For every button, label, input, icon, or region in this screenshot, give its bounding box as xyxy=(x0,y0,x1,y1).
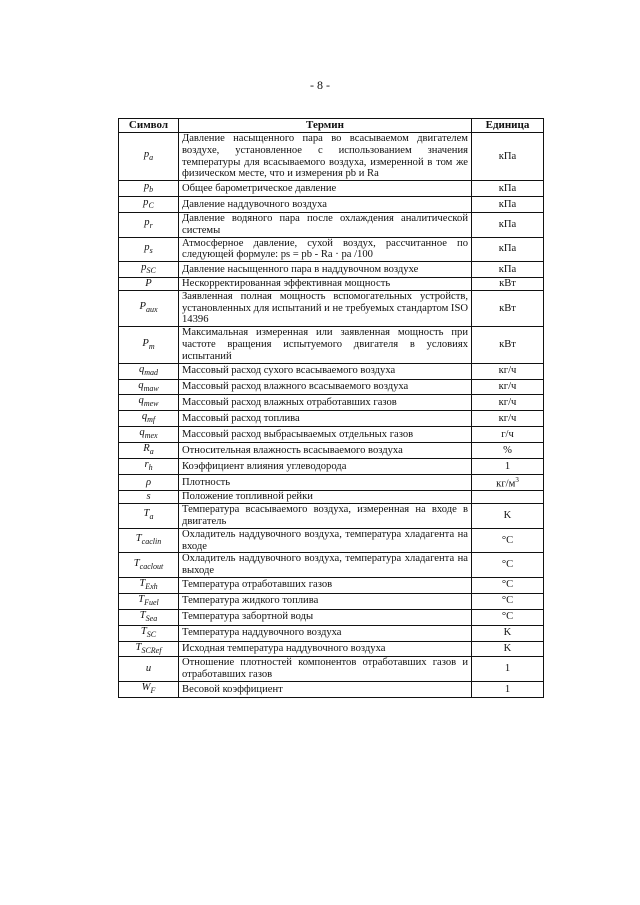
unit-text: кВт xyxy=(499,302,516,314)
unit-text: K xyxy=(503,510,512,522)
symbol-cell xyxy=(119,491,179,504)
symbol-subscript: s xyxy=(149,246,153,256)
term-cell: Отношение плотностей компонентов отработавших газов и отработавших газов xyxy=(179,657,472,682)
symbol-subscript: a xyxy=(149,512,154,522)
unit-cell xyxy=(472,237,544,262)
table-row xyxy=(119,327,544,363)
table-body xyxy=(119,133,544,698)
symbol-subscript: Exh xyxy=(145,582,158,592)
unit-text: кг/м xyxy=(496,478,516,490)
table-row xyxy=(119,379,544,395)
table-row xyxy=(119,459,544,475)
unit-cell xyxy=(472,504,544,529)
unit-text: кПа xyxy=(498,182,517,194)
symbol-letter: T xyxy=(140,625,147,637)
unit-cell xyxy=(472,427,544,443)
unit-text: кг/ч xyxy=(498,381,517,393)
term-cell: Давление насыщенного пара в наддувочном воздухе xyxy=(179,262,472,278)
symbol-subscript: mf xyxy=(147,415,156,425)
symbol-cell xyxy=(119,262,179,278)
symbol-letter: p xyxy=(144,217,150,229)
table-row xyxy=(119,491,544,504)
unit-text: г/ч xyxy=(501,428,514,440)
symbol-cell xyxy=(119,133,179,181)
unit-text: K xyxy=(503,643,512,655)
unit-cell xyxy=(472,278,544,291)
symbol-letter: s xyxy=(146,491,151,503)
table-row xyxy=(119,363,544,379)
unit-text: кВт xyxy=(499,278,516,290)
table-row xyxy=(119,609,544,625)
table-row xyxy=(119,682,544,698)
symbol-letter: p xyxy=(143,149,150,161)
unit-cell xyxy=(472,682,544,698)
term-cell: Нескорректированная эффективная мощность xyxy=(179,278,472,291)
header-unit: Единица xyxy=(472,119,544,133)
term-cell: Массовый расход влажных отработавших газов xyxy=(179,395,472,411)
table-row xyxy=(119,213,544,238)
term-cell: Общее барометрическое давление xyxy=(179,181,472,197)
symbol-subscript: a xyxy=(149,153,154,163)
symbol-letter: W xyxy=(141,682,151,694)
symbol-cell xyxy=(119,395,179,411)
symbol-cell xyxy=(119,379,179,395)
term-cell: Температура отработавших газов xyxy=(179,577,472,593)
unit-cell xyxy=(472,459,544,475)
unit-cell xyxy=(472,379,544,395)
unit-text: °C xyxy=(501,595,514,607)
table-row xyxy=(119,553,544,578)
symbol-cell xyxy=(119,475,179,491)
unit-cell xyxy=(472,213,544,238)
unit-text: кПа xyxy=(498,263,517,275)
symbol-subscript: Sea xyxy=(145,613,158,623)
symbol-letter: p xyxy=(143,181,150,193)
unit-text: кПа xyxy=(498,243,517,255)
table-row xyxy=(119,411,544,427)
symbols-table xyxy=(118,118,544,698)
table-row xyxy=(119,528,544,553)
term-cell: Температура жидкого топлива xyxy=(179,593,472,609)
unit-text: 1 xyxy=(504,683,511,695)
symbol-cell xyxy=(119,237,179,262)
unit-text: °C xyxy=(501,534,514,546)
symbol-cell xyxy=(119,609,179,625)
symbol-subscript: SCRef xyxy=(141,645,162,655)
symbol-subscript: C xyxy=(148,201,154,211)
term-cell: Максимальная измеренная или заявленная мощность при частоте вращения испытуемого двигателя в условиях испытаний xyxy=(179,327,472,363)
unit-text: кВт xyxy=(499,339,516,351)
symbol-letter: P xyxy=(145,278,152,290)
table-row xyxy=(119,504,544,529)
unit-cell xyxy=(472,491,544,504)
symbol-subscript: SC xyxy=(146,629,157,639)
unit-text: °C xyxy=(501,579,514,591)
symbol-cell xyxy=(119,363,179,379)
symbol-letter: T xyxy=(143,508,150,520)
symbol-letter: R xyxy=(143,443,150,455)
term-cell: Исходная температура наддувочного воздуха xyxy=(179,641,472,657)
unit-text: K xyxy=(503,627,512,639)
term-cell: Весовой коэффициент xyxy=(179,682,472,698)
term-cell: Массовый расход сухого всасываемого воздуха xyxy=(179,363,472,379)
symbol-cell xyxy=(119,411,179,427)
symbol-cell xyxy=(119,625,179,641)
table-row xyxy=(119,657,544,682)
page-number: - 8 - xyxy=(310,78,330,92)
symbol-letter: q xyxy=(138,363,145,375)
symbol-letter: ρ xyxy=(145,476,152,488)
term-cell: Заявленная полная мощность вспомогательных устройств, установленных для испытаний и не требуемых стандартом ISO 14396 xyxy=(179,290,472,326)
table-row xyxy=(119,197,544,213)
term-cell: Относительная влажность всасываемого воздуха xyxy=(179,443,472,459)
symbol-letter: u xyxy=(145,663,152,675)
term-cell: Охладитель наддувочного воздуха, температура хладагента на выходе xyxy=(179,553,472,578)
unit-text: 1 xyxy=(504,663,511,675)
unit-superscript: 3 xyxy=(515,476,519,485)
table-row xyxy=(119,641,544,657)
term-cell: Температура забортной воды xyxy=(179,609,472,625)
unit-cell xyxy=(472,290,544,326)
table-row xyxy=(119,395,544,411)
symbol-subscript: maw xyxy=(143,383,159,393)
symbol-cell xyxy=(119,290,179,326)
term-cell: Температура наддувочного воздуха xyxy=(179,625,472,641)
term-cell: Коэффициент влияния углеводорода xyxy=(179,459,472,475)
unit-cell xyxy=(472,593,544,609)
unit-cell xyxy=(472,553,544,578)
term-cell: Положение топливной рейки xyxy=(179,491,472,504)
symbol-letter: P xyxy=(139,301,146,313)
term-cell: Давление водяного пара после охлаждения аналитической системы xyxy=(179,213,472,238)
unit-cell xyxy=(472,133,544,181)
unit-cell xyxy=(472,411,544,427)
unit-cell xyxy=(472,657,544,682)
unit-cell xyxy=(472,262,544,278)
unit-text: кПа xyxy=(498,198,517,210)
table-row xyxy=(119,625,544,641)
symbol-subscript: F xyxy=(150,686,156,696)
header-symbol: Символ xyxy=(119,119,179,133)
symbol-subscript: mad xyxy=(144,367,159,377)
symbol-subscript: m xyxy=(148,341,155,351)
symbol-subscript: caclin xyxy=(141,537,162,547)
term-cell: Массовый расход влажного всасываемого воздуха xyxy=(179,379,472,395)
symbol-cell xyxy=(119,181,179,197)
unit-cell xyxy=(472,443,544,459)
symbol-subscript: r xyxy=(149,221,153,231)
table-row xyxy=(119,262,544,278)
table-row xyxy=(119,278,544,291)
unit-cell xyxy=(472,641,544,657)
symbol-letter: T xyxy=(139,609,146,621)
table-row xyxy=(119,133,544,181)
symbol-letter: p xyxy=(143,197,149,209)
symbol-cell xyxy=(119,528,179,553)
table-row xyxy=(119,427,544,443)
symbol-letter: p xyxy=(144,241,150,253)
symbol-letter: q xyxy=(141,411,148,423)
unit-text: кг/ч xyxy=(498,365,517,377)
unit-text: кг/ч xyxy=(498,412,517,424)
symbol-letter: P xyxy=(142,337,149,349)
symbol-cell xyxy=(119,504,179,529)
unit-cell xyxy=(472,625,544,641)
unit-text: % xyxy=(503,444,512,456)
symbol-cell xyxy=(119,553,179,578)
term-cell: Плотность xyxy=(179,475,472,491)
table-row xyxy=(119,290,544,326)
symbol-letter: T xyxy=(135,533,142,545)
symbol-cell xyxy=(119,327,179,363)
unit-cell xyxy=(472,327,544,363)
symbol-cell xyxy=(119,577,179,593)
table-row xyxy=(119,181,544,197)
unit-text: 1 xyxy=(504,460,511,472)
unit-cell xyxy=(472,609,544,625)
symbol-subscript: a xyxy=(149,447,154,457)
unit-cell xyxy=(472,577,544,593)
symbol-subscript: b xyxy=(149,185,154,195)
term-cell: Массовый расход выбрасываемых отдельных газов xyxy=(179,427,472,443)
symbol-cell xyxy=(119,278,179,291)
unit-text: кПа xyxy=(498,150,517,162)
term-cell: Массовый расход топлива xyxy=(179,411,472,427)
symbol-letter: p xyxy=(141,262,147,274)
unit-cell xyxy=(472,395,544,411)
symbol-cell xyxy=(119,593,179,609)
unit-cell xyxy=(472,475,544,491)
table-row xyxy=(119,475,544,491)
symbol-cell xyxy=(119,657,179,682)
table-row xyxy=(119,577,544,593)
term-cell: Давление насыщенного пара во всасываемом двигателем воздухе, установленное с использованием значения температуры для всасываемого воздуха, измеренной в том же физическом месте, что и измерения pb и Ra xyxy=(179,133,472,181)
symbol-subscript: mew xyxy=(143,399,159,409)
symbol-letter: T xyxy=(138,593,145,605)
table-header-row xyxy=(119,119,544,133)
symbol-letter: q xyxy=(139,427,145,439)
unit-text: °C xyxy=(501,559,514,571)
symbol-subscript: caclout xyxy=(139,561,164,571)
symbol-subscript: aux xyxy=(145,305,158,315)
term-cell: Давление наддувочного воздуха xyxy=(179,197,472,213)
symbol-cell xyxy=(119,443,179,459)
symbol-letter: T xyxy=(139,577,146,589)
symbol-subscript: h xyxy=(148,463,153,473)
symbol-letter: q xyxy=(138,395,144,407)
symbol-cell xyxy=(119,459,179,475)
header-term: Термин xyxy=(179,119,472,133)
symbol-subscript: Fuel xyxy=(144,597,159,607)
table-row xyxy=(119,443,544,459)
unit-text: кг/ч xyxy=(498,397,517,409)
symbol-cell xyxy=(119,427,179,443)
term-cell: Охладитель наддувочного воздуха, температура хладагента на входе xyxy=(179,528,472,553)
unit-cell xyxy=(472,197,544,213)
term-cell: Температура всасываемого воздуха, измеренная на входе в двигатель xyxy=(179,504,472,529)
symbol-letter: q xyxy=(138,379,144,391)
symbol-cell xyxy=(119,682,179,698)
unit-cell xyxy=(472,181,544,197)
table-row xyxy=(119,237,544,262)
symbol-cell xyxy=(119,197,179,213)
term-cell: Атмосферное давление, сухой воздух, рассчитанное по следующей формуле: ps = pb - Ra · pa /100 xyxy=(179,237,472,262)
symbol-letter: r xyxy=(144,459,149,471)
unit-cell xyxy=(472,363,544,379)
symbol-letter: T xyxy=(133,557,140,569)
unit-text: °C xyxy=(501,611,514,623)
symbol-letter: T xyxy=(135,641,142,653)
unit-text: кПа xyxy=(498,218,517,230)
symbol-cell xyxy=(119,213,179,238)
symbol-subscript: mex xyxy=(144,431,158,441)
table-row xyxy=(119,593,544,609)
symbol-cell xyxy=(119,641,179,657)
unit-cell xyxy=(472,528,544,553)
symbol-subscript: SC xyxy=(146,266,156,276)
